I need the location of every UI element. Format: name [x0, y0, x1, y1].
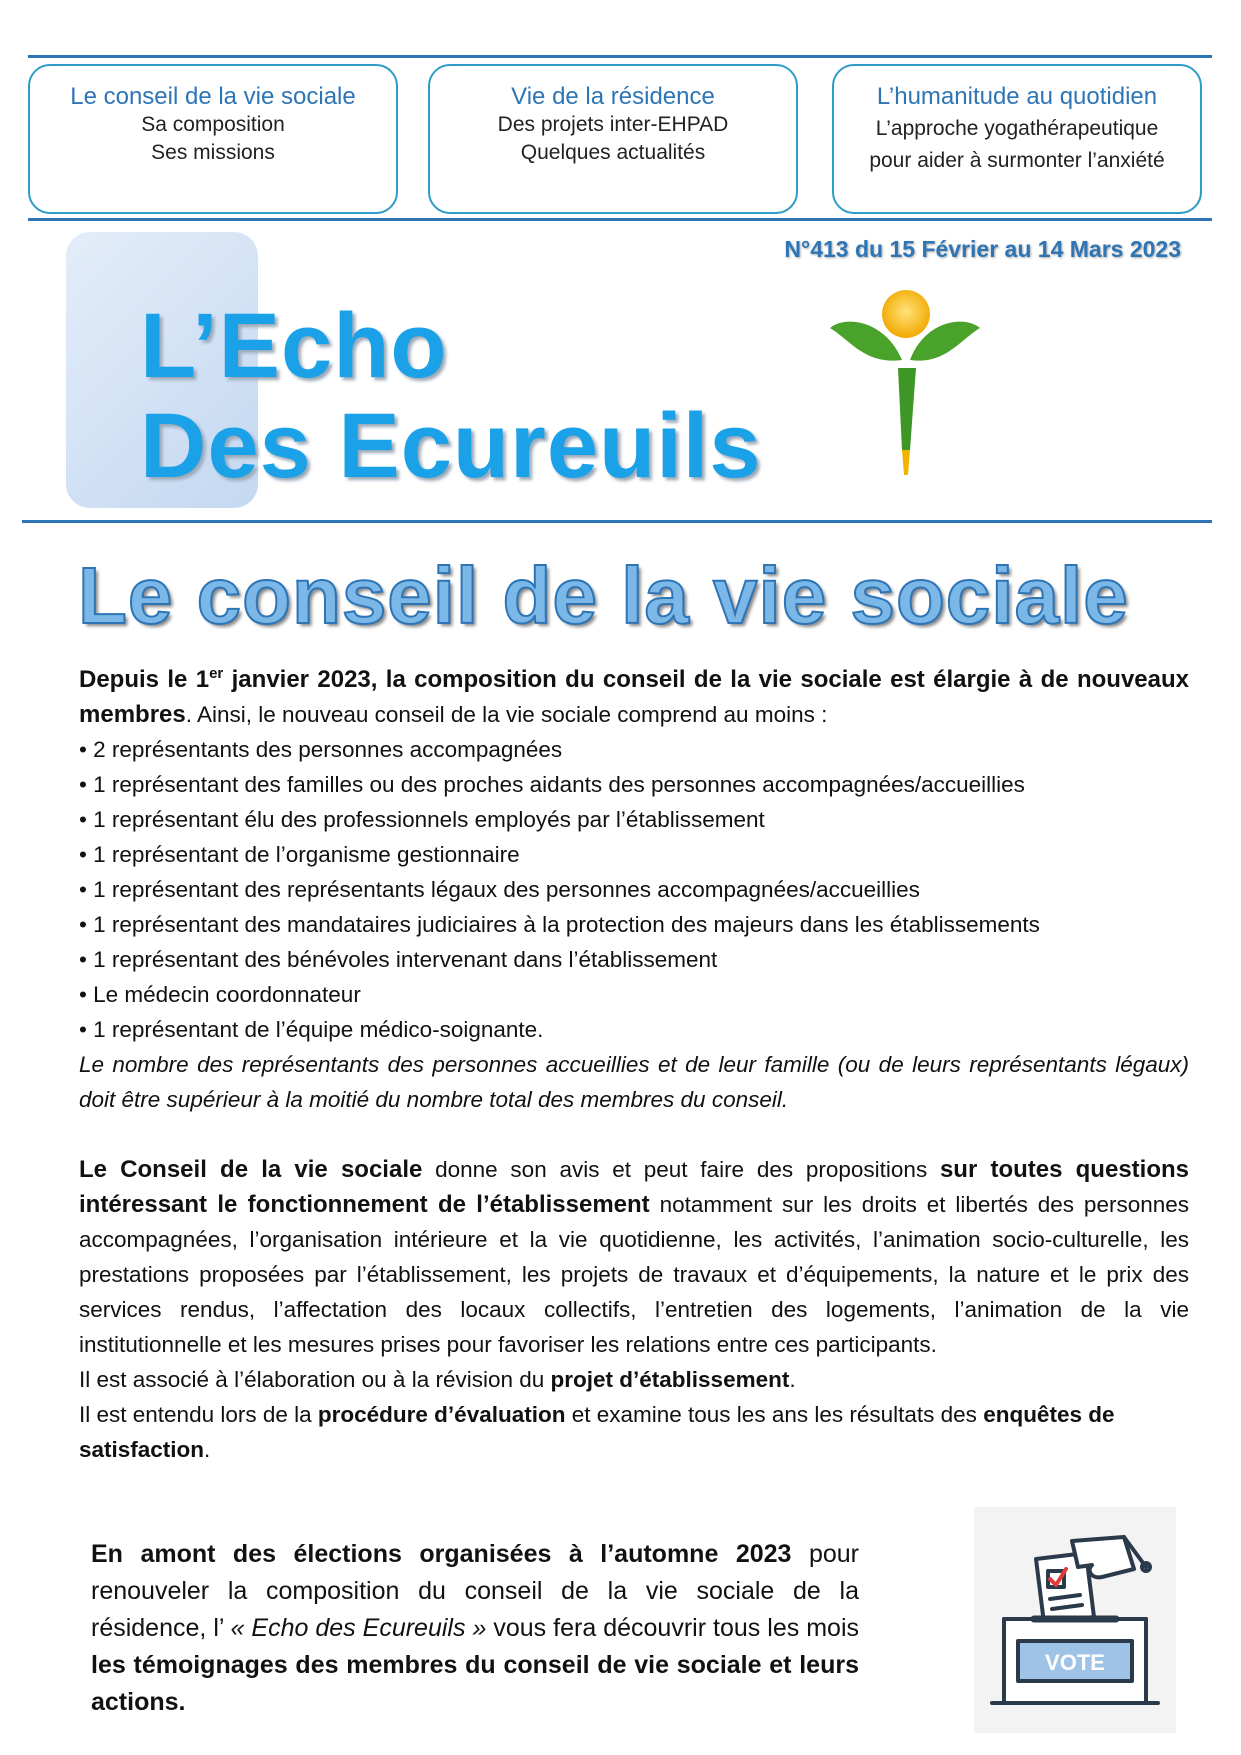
list-item: • 1 représentant de l’organisme gestionnaire: [79, 842, 520, 867]
masthead-line-1: L’Echo: [140, 295, 448, 397]
nav-box-line: Des projets inter-EHPAD: [497, 113, 729, 136]
list-item: • 1 représentant de l’équipe médico-soignante.: [79, 1017, 544, 1042]
nav-box-line: pour aider à surmonter l’anxiété: [869, 149, 1165, 172]
nav-box-line: Sa composition: [141, 113, 285, 136]
note-italic: Le nombre des représentants des personnes accueillies et de leur famille (ou de leurs représentants légaux) doit être supérieur à la moitié du nombre total des membres du conseil.: [79, 1052, 1189, 1112]
closing-paragraph: En amont des élections organisées à l’automne 2023 pour renouveler la composition du conseil de la vie sociale de la résidence, l’ « Echo des Ecureuils » vous fera découvrir tous les mois les témoignages des membres du conseil de vie sociale et leurs actions.: [91, 1540, 859, 1716]
intro-paragraph: [79, 656, 1189, 732]
vote-label: VOTE: [1045, 1650, 1105, 1675]
issue-line: N°413 du 15 Février au 14 Mars 2023: [784, 236, 1181, 262]
assoc-paragraph: Il est associé à l’élaboration ou à la révision du projet d’établissement.: [79, 1367, 796, 1392]
top-rule: [28, 55, 1212, 58]
heard-paragraph: Il est entendu lors de la procédure d’évaluation et examine tous les ans les résultats des enquêtes de satisfaction.: [79, 1402, 1115, 1462]
list-item: • 1 représentant des bénévoles intervenant dans l’établissement: [79, 947, 718, 972]
vote-illustration: [974, 1507, 1176, 1733]
ballot-box-icon: [974, 1507, 1176, 1733]
missions-paragraph: Le Conseil de la vie sociale donne son avis et peut faire des propositions sur toutes questions intéressant le fonctionnement de l’établissement notamment sur les droits et libertés des personnes accompagnées, l’organisation intérieure et la vie quotidienne, les activités, l’animation socio-culturelle, les prestations proposées par l’établissement, les projets de travaux et d’équipements, la nature et le prix des services rendus, l’affectation des locaux collectifs, l’entretien des logements, l’animation de la vie institutionnelle et les mesures prises pour favoriser les relations entre ces participants.: [79, 1156, 1190, 1357]
list-item: • 1 représentant élu des professionnels employés par l’établissement: [79, 807, 765, 832]
nav-bottom-rule: [28, 218, 1212, 221]
nav-box-line: L’approche yogathérapeutique: [875, 117, 1159, 140]
intro-text: . Ainsi, le nouveau conseil de la vie sociale comprend au moins :: [185, 702, 828, 727]
members-list: [79, 732, 1189, 1047]
list-item: • 2 représentants des personnes accompagnées: [79, 737, 563, 762]
list-item: • 1 représentant des familles ou des proches aidants des personnes accompagnées/accueillies: [79, 772, 1025, 797]
list-item: • 1 représentant des mandataires judiciaires à la protection des majeurs dans les établissements: [79, 912, 1040, 937]
nav-box-humanitude[interactable]: [832, 64, 1202, 214]
article-body: [79, 656, 1189, 1467]
nav-box-title: Vie de la résidence: [511, 83, 715, 110]
list-item: • Le médecin coordonnateur: [79, 982, 361, 1007]
nav-box-line: Quelques actualités: [520, 141, 706, 164]
nav-box-conseil[interactable]: [28, 64, 398, 214]
nav-box-residence[interactable]: [428, 64, 798, 214]
masthead-line-2: Des Ecureuils: [140, 395, 762, 497]
nav-box-line: Ses missions: [151, 141, 275, 164]
list-item: • 1 représentant des représentants légaux des personnes accompagnées/accueillies: [79, 877, 920, 902]
masthead-rule: [22, 520, 1212, 523]
page-title: Le conseil de la vie sociale: [78, 551, 1129, 640]
nav-box-title: L’humanitude au quotidien: [876, 83, 1158, 110]
flower-logo-icon: [830, 290, 980, 480]
intro-bold: Depuis le 1er janvier 2023, la composition du conseil de la vie sociale est élargie à de nouveaux membres: [79, 665, 1189, 728]
nav-box-title: Le conseil de la vie sociale: [70, 83, 356, 110]
